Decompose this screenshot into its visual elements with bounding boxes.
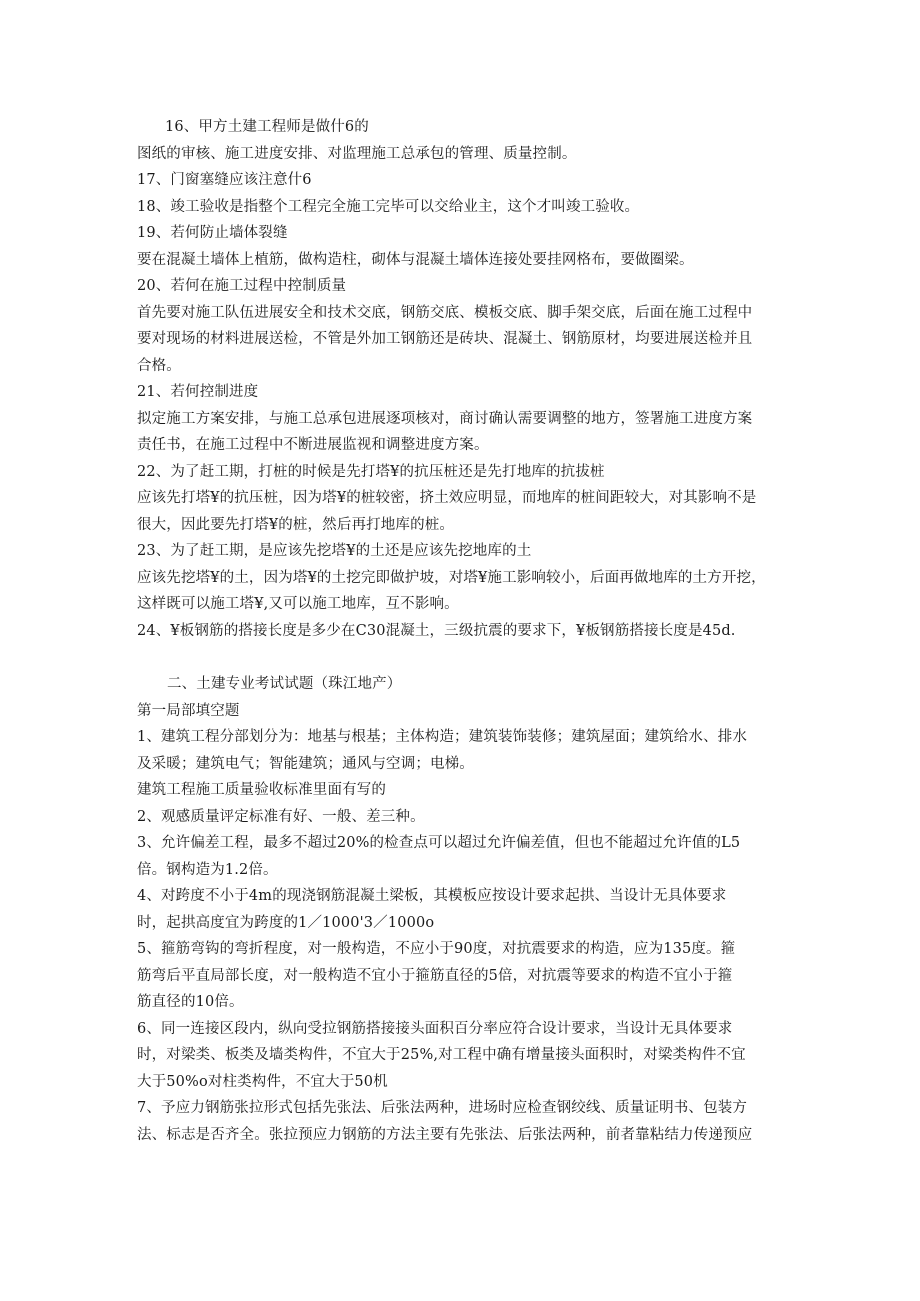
text-line: 3、允许偏差工程，最多不超过20%的检查点可以超过允许偏差值，但也不能超过允许值的L5	[137, 835, 741, 851]
text-line: 2、观感质量评定标准有好、一般、差三种。	[137, 808, 425, 825]
text-line: 19、若何防止墙体裂缝	[137, 225, 288, 241]
text-line: 5、箍筋弯钩的弯折程度，对一般构造，不应小于90度，对抗震要求的构造，应为135度。箍	[137, 941, 736, 957]
qa-section-part1	[137, 114, 797, 644]
text-line: 筋直径的10倍。	[137, 994, 244, 1010]
text-line: 1、建筑工程分部划分为：地基与根基；主体构造；建筑装饰装修；建筑屋面；建筑给水、排水	[137, 729, 748, 745]
text-line: 要在混凝土墙体上植筋，做构造柱，砌体与混凝土墙体连接处要挂网格布，要做圈梁。	[137, 251, 694, 268]
text-line: 筋弯后平直局部长度，对一般构造不宜小于箍筋直径的5倍，对抗震等要求的构造不宜小于箍	[137, 967, 733, 984]
text-line: 时，对梁类、板类及墙类构件，不宜大于25%,对工程中确有增量接头面积时，对梁类构件不宜	[137, 1047, 746, 1063]
text-line: 及采暖；建筑电气；智能建筑；通风与空调；电梯。	[137, 755, 474, 772]
text-line: 很大，因此要先打塔¥的桩，然后再打地库的桩。	[137, 516, 455, 533]
text-line: 大于50%o对柱类构件，不宜大于50机	[137, 1073, 388, 1090]
text-line: 应该先挖塔¥的土，因为塔¥的土挖完即做护坡，对塔¥施工影响较小，后面再做地库的土方开挖，	[137, 569, 766, 586]
text-line: 18、竣工验收是指整个工程完全施工完毕可以交给业主，这个才叫竣工验收。	[137, 198, 640, 215]
text-line: 倍。钢构造为1.2倍。	[137, 861, 278, 878]
text-line: 17、门窗塞缝应该注意什6	[137, 172, 312, 188]
text-line: 首先要对施工队伍进展安全和技术交底，钢筋交底、模板交底、脚手架交底，后面在施工过程中	[137, 304, 753, 321]
text-line: 这样既可以施工塔¥,又可以施工地库，互不影响。	[137, 596, 459, 612]
text-line: 要对现场的材料进展送检，不管是外加工钢筋还是砖块、混凝土、钢筋原材，均要进展送检并且	[137, 331, 753, 347]
document-body	[137, 114, 797, 1148]
text-line: 7、予应力钢筋张拉形式包括先张法、后张法两种，进场时应检查钢绞线、质量证明书、包装方	[137, 1100, 748, 1116]
text-line: 20、若何在施工过程中控制质量	[137, 278, 347, 294]
exam-section-part2	[137, 671, 797, 1148]
text-line: 4、对跨度不小于4m的现浇钢筋混凝土梁板，其模板应按设计要求起拱、当设计无具体要求	[137, 888, 727, 904]
text-line: 22、为了赶工期，打桩的时候是先打塔¥的抗压桩还是先打地库的抗拔桩	[137, 463, 605, 480]
text-line: 拟定施工方案安排，与施工总承包进展逐项核对，商讨确认需要调整的地方，签署施工进度方案	[137, 410, 753, 427]
text-line: 21、若何控制进度	[137, 384, 259, 400]
text-line: 时，起拱高度宜为跨度的1／1000'3／1000o	[137, 914, 435, 931]
text-line: 6、同一连接区段内，纵向受拉钢筋搭接接头面积百分率应符合设计要求，当设计无具体要求	[137, 1020, 733, 1037]
text-line: 二、土建专业考试试题（珠江地产）	[167, 676, 402, 692]
text-line: 应该先打塔¥的抗压桩，因为塔¥的桩较密，挤土效应明显，而地库的桩间距较大，对其影响不是	[137, 490, 757, 506]
text-line: 第一局部填空题	[137, 702, 240, 719]
text-line: 图纸的审核、施工进度安排、对监理施工总承包的管理、质量控制。	[137, 145, 577, 162]
text-line: 23、为了赶工期，是应该先挖塔¥的土还是应该先挖地库的土	[137, 543, 532, 559]
text-line: 16、甲方土建工程师是做什6的	[165, 119, 369, 135]
section-gap	[137, 644, 797, 671]
text-line: 建筑工程施工质量验收标准里面有写的	[137, 782, 387, 798]
text-line: 法、标志是否齐全。张拉预应力钢筋的方法主要有先张法、后张法两种，前者靠粘结力传递预应	[137, 1126, 753, 1143]
text-line: 合格。	[137, 357, 181, 374]
text-line: 责任书，在施工过程中不断进展监视和调整进度方案。	[137, 437, 489, 453]
text-line: 24、¥板钢筋的搭接长度是多少在C30混凝土，三级抗震的要求下，¥板钢筋搭接长度是45d.	[137, 622, 736, 639]
